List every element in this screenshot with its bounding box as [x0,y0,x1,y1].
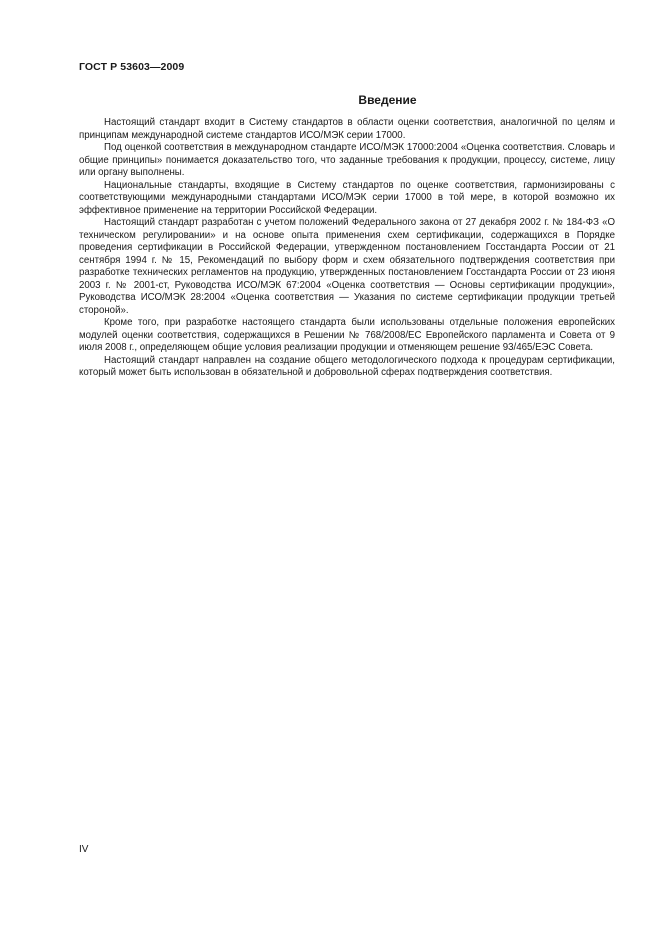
page-number: IV [79,844,89,855]
section-title: Введение [358,93,417,107]
paragraph: Настоящий стандарт входит в Систему стандартов в области оценки соответствия, аналогичной по целям и принципам международной системе стандартов ИСО/МЭК серии 17000. [79,117,615,141]
paragraph: Под оценкой соответствия в международном стандарте ИСО/МЭК 17000:2004 «Оценка соответствия. Словарь и общие принципы» понимается доказательство того, что заданные требования к продукции, процессу, системе, лицу или органу выполнены. [79,142,615,178]
paragraph: Настоящий стандарт разработан с учетом положений Федерального закона от 27 декабря 2002 г. № 184-ФЗ «О техническом регулировании» и на основе опыта применения схем сертификации, содержащихся в Порядке проведения сертификации в Российской Федерации, утвержденном постановлением Госстандарта России от 21 сентября 1994 г. № 15, Рекомендаций по выбору форм и схем обязательного подтверждения соответствия при разработке технических регламентов на продукцию, утвержденных постановлением Госстандарта России от 23 июня 2003 г. № 2001-ст, Руководства ИСО/МЭК 67:2004 «Оценка соответствия — Основы сертификации продукции», Руководства ИСО/МЭК 28:2004 «Оценка соответствия — Указания по системе сертификации продукции третьей стороной». [79,217,615,316]
body-text [79,117,615,380]
paragraph: Национальные стандарты, входящие в Систему стандартов по оценке соответствия, гармонизированы с соответствующими международными стандартами ИСО/МЭК серии 17000 в той мере, в которой возможно их эффективное применение на территории Российской Федерации. [79,179,615,216]
paragraph: Настоящий стандарт направлен на создание общего методологического подхода к процедурам сертификации, который может быть использован в обязательной и добровольной сферах подтверждения соответствия. [79,354,615,378]
paragraph: Кроме того, при разработке настоящего стандарта были использованы отдельные положения европейских модулей оценки соответствия, содержащихся в Решении № 768/2008/ЕС Европейского парламента и Совета от 9 июля 2008 г., определяющем общие условия реализации продукции и отменяющем решение 93/465/ЕЭС Совета. [79,317,615,353]
standard-code: ГОСТ Р 53603—2009 [79,61,185,73]
